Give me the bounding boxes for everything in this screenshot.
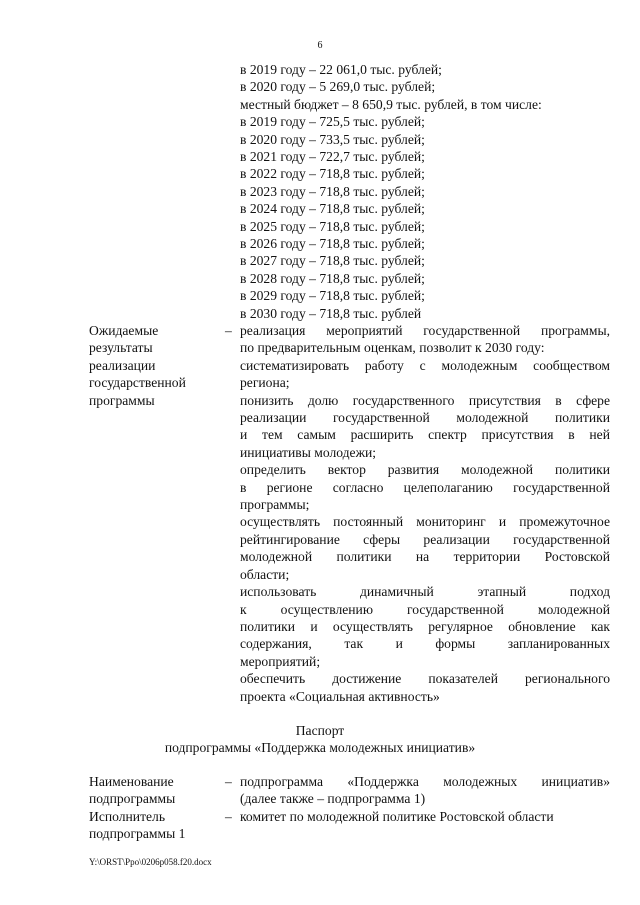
value-line: рейтингирование сферы реализации государственной	[240, 531, 610, 547]
document-file-path: Y:\ORST\Ppo\0206p058.f20.docx	[89, 857, 212, 867]
budget-line: в 2022 году – 718,8 тыс. рублей;	[240, 166, 425, 182]
value-line: по предварительным оценкам, позволит к 2030 году:	[240, 340, 545, 356]
budget-breakdown-list	[240, 61, 620, 322]
value-line: в регионе согласно целеполаганию государственной	[240, 479, 610, 495]
value-line: использовать динамичный этапный подход	[240, 584, 610, 600]
value-line: инициативы молодежи;	[240, 444, 377, 460]
value-line: подпрограмма «Поддержка молодежных инициатив»	[240, 774, 610, 789]
value-line: и тем самым расширить спектр присутствия в ней	[240, 427, 610, 443]
subprogram-name-value	[240, 773, 610, 808]
label-line: Ожидаемые	[89, 323, 159, 338]
value-line: (далее также – подпрограмма 1)	[240, 791, 426, 807]
subprogram-name-label	[89, 773, 214, 808]
budget-line: местный бюджет – 8 650,9 тыс. рублей, в том числе:	[240, 96, 542, 112]
budget-line: в 2023 году – 718,8 тыс. рублей;	[240, 183, 425, 199]
value-line: определить вектор развития молодежной политики	[240, 462, 610, 478]
budget-line: в 2025 году – 718,8 тыс. рублей;	[240, 218, 425, 234]
budget-line: в 2019 году – 22 061,0 тыс. рублей;	[240, 62, 442, 77]
value-line: региона;	[240, 375, 290, 391]
label-line: государственной	[89, 375, 186, 391]
value-line: реализации государственной молодежной политики	[240, 410, 610, 426]
budget-line: в 2019 году – 725,5 тыс. рублей;	[240, 114, 425, 130]
value-line: области;	[240, 566, 290, 582]
value-line: к осуществлению государственной молодежной	[240, 601, 610, 617]
row-dash: –	[225, 774, 232, 789]
value-line: проекта «Социальная активность»	[240, 688, 440, 704]
label-line: подпрограммы	[89, 791, 176, 807]
budget-line: в 2027 году – 718,8 тыс. рублей;	[240, 253, 425, 269]
expected-results-value	[240, 322, 610, 705]
label-line: реализации	[89, 357, 156, 373]
value-line: молодежной политики на территории Ростовской	[240, 549, 610, 565]
value-line: осуществлять постоянный мониторинг и промежуточное	[240, 514, 610, 530]
row-dash: –	[225, 809, 232, 824]
value-line: содержания, так и формы запланированных	[240, 636, 610, 652]
budget-line: в 2021 году – 722,7 тыс. рублей;	[240, 149, 425, 165]
label-line: программы	[89, 392, 155, 408]
budget-line: в 2026 году – 718,8 тыс. рублей;	[240, 236, 425, 252]
label-line: подпрограммы 1	[89, 826, 186, 842]
value-line: мероприятий;	[240, 653, 321, 669]
value-line: комитет по молодежной политике Ростовской области	[240, 809, 554, 824]
budget-line: в 2028 году – 718,8 тыс. рублей;	[240, 270, 425, 286]
value-line: программы;	[240, 497, 310, 513]
budget-line: в 2020 году – 5 269,0 тыс. рублей;	[240, 79, 436, 95]
label-line: результаты	[89, 340, 153, 356]
budget-line: в 2030 году – 718,8 тыс. рублей	[240, 305, 422, 321]
value-line: реализация мероприятий государственной программы,	[240, 323, 610, 338]
budget-line: в 2024 году – 718,8 тыс. рублей;	[240, 201, 425, 217]
label-line: Исполнитель	[89, 809, 166, 824]
budget-line: в 2029 году – 718,8 тыс. рублей;	[240, 288, 425, 304]
value-line: понизить долю государственного присутствия в сфере	[240, 392, 610, 408]
value-line: политики и осуществлять регулярное обновление как	[240, 618, 610, 634]
page-number: 6	[317, 40, 323, 51]
expected-results-label	[89, 322, 214, 409]
subprogram-executor-value	[240, 808, 610, 825]
row-dash: –	[225, 323, 232, 338]
passport-title: Паспорт	[295, 723, 345, 738]
subprogram-executor-label	[89, 808, 214, 843]
value-line: систематизировать работу с молодежным сообществом	[240, 357, 610, 373]
value-line: обеспечить достижение показателей регионального	[240, 671, 610, 687]
label-line: Наименование	[89, 774, 174, 789]
budget-line: в 2020 году – 733,5 тыс. рублей;	[240, 131, 425, 147]
passport-subtitle: подпрограммы «Поддержка молодежных инициатив»	[164, 740, 476, 755]
